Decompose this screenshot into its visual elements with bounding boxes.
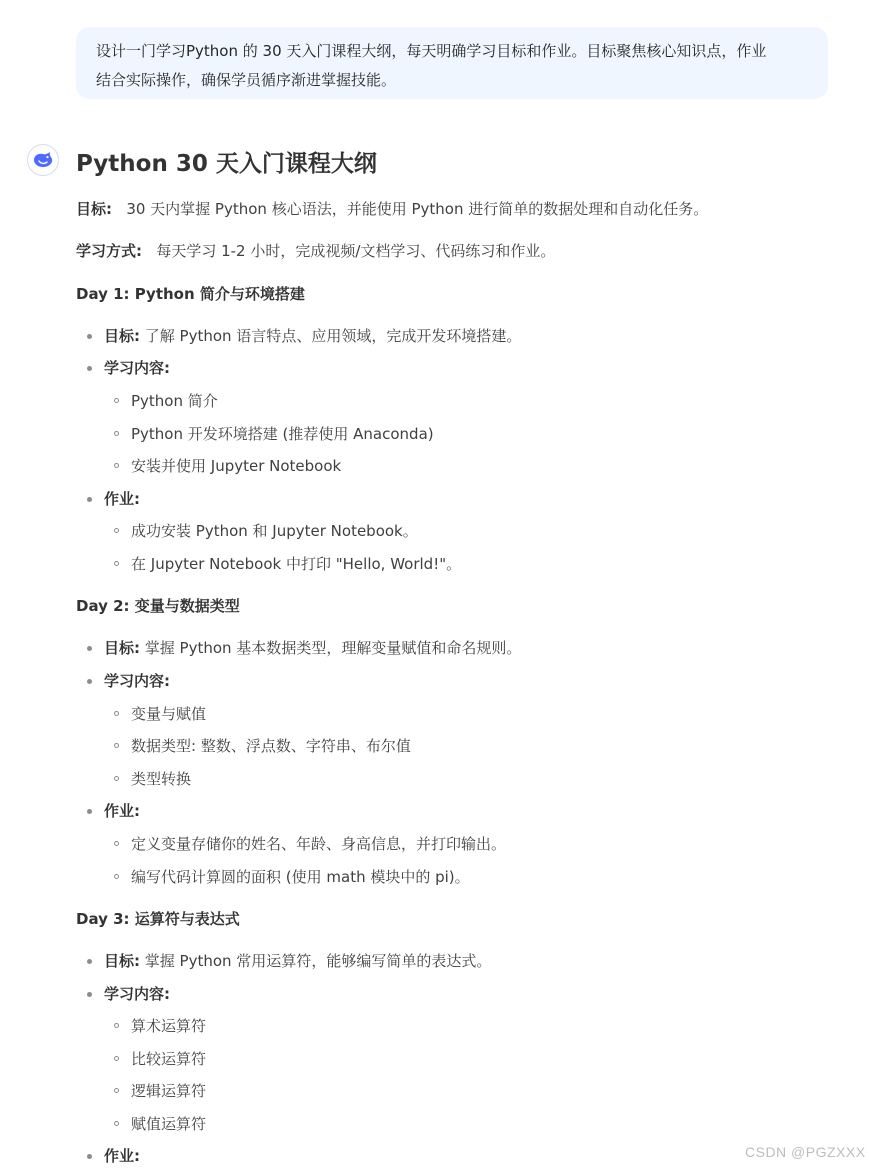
learning-method-label: 学习方式: xyxy=(76,242,142,260)
homework-item: 编写代码计算圆的面积 (使用 math 模块中的 pi)。 xyxy=(131,868,470,886)
content-item: 安装并使用 Jupyter Notebook xyxy=(131,457,342,475)
bullet xyxy=(87,679,92,684)
sub-list-item xyxy=(131,1113,206,1135)
sub-bullet xyxy=(114,561,119,566)
content-item: 变量与赋值 xyxy=(131,705,207,723)
course-goal xyxy=(76,198,708,220)
sub-bullet xyxy=(114,463,119,468)
content-item: 比较运算符 xyxy=(131,1050,207,1068)
bullet xyxy=(87,366,92,371)
content-item: Python 简介 xyxy=(131,392,218,410)
user-message-bubble xyxy=(76,27,828,99)
answer-title: Python 30 天入门课程大纲 xyxy=(76,151,377,177)
sub-list-item xyxy=(131,520,418,542)
sub-list-item xyxy=(131,423,434,445)
list-item xyxy=(104,983,170,1005)
bullet xyxy=(87,992,92,997)
csdn-watermark: CSDN @PGZXXX xyxy=(745,1144,866,1160)
content-item: 类型转换 xyxy=(131,770,192,788)
bullet xyxy=(87,646,92,651)
list-item xyxy=(104,670,170,692)
user-message-line-2: 结合实际操作，确保学员循序渐进掌握技能。 xyxy=(96,71,397,89)
sub-bullet xyxy=(114,398,119,403)
sub-list-item xyxy=(131,390,218,412)
sub-list-item xyxy=(131,1048,206,1070)
sub-bullet xyxy=(114,743,119,748)
goal-text: 掌握 Python 基本数据类型，理解变量赋值和命名规则。 xyxy=(144,639,522,657)
list-item xyxy=(104,488,140,510)
list-item xyxy=(104,325,521,347)
homework-label: 作业: xyxy=(104,1147,140,1165)
goal-label: 目标: xyxy=(104,952,140,970)
sub-bullet xyxy=(114,874,119,879)
content-label: 学习内容: xyxy=(104,985,170,1003)
content-label: 学习内容: xyxy=(104,359,170,377)
homework-item: 在 Jupyter Notebook 中打印 "Hello, World!"。 xyxy=(131,555,462,573)
goal-text: 掌握 Python 常用运算符，能够编写简单的表达式。 xyxy=(144,952,492,970)
sub-list-item xyxy=(131,768,191,790)
course-goal-text: 30 天内掌握 Python 核心语法，并能使用 Python 进行简单的数据处理和自动化任务。 xyxy=(126,200,709,218)
deepseek-whale-icon xyxy=(32,151,54,169)
sub-bullet xyxy=(114,1088,119,1093)
sub-bullet xyxy=(114,841,119,846)
goal-label: 目标: xyxy=(104,327,140,345)
homework-item: 成功安装 Python 和 Jupyter Notebook。 xyxy=(131,522,418,540)
list-item xyxy=(104,637,521,659)
user-message-line-1: 设计一门学习Python 的 30 天入门课程大纲，每天明确学习目标和作业。目标聚焦核心知识点，作业 xyxy=(96,42,767,60)
sub-list-item xyxy=(131,833,506,855)
list-item xyxy=(104,357,170,379)
bullet xyxy=(87,959,92,964)
goal-text: 了解 Python 语言特点、应用领域，完成开发环境搭建。 xyxy=(144,327,522,345)
learning-method xyxy=(76,240,555,262)
day-heading: Day 2: 变量与数据类型 xyxy=(76,597,240,615)
list-item xyxy=(104,1145,140,1167)
day-heading: Day 3: 运算符与表达式 xyxy=(76,910,240,928)
sub-list-item xyxy=(131,735,411,757)
content-label: 学习内容: xyxy=(104,672,170,690)
bullet xyxy=(87,1154,92,1159)
goal-label: 目标: xyxy=(104,639,140,657)
sub-bullet xyxy=(114,1056,119,1061)
homework-label: 作业: xyxy=(104,802,140,820)
content-item: 数据类型: 整数、浮点数、字符串、布尔值 xyxy=(131,737,411,755)
sub-bullet xyxy=(114,1023,119,1028)
content-item: Python 开发环境搭建 (推荐使用 Anaconda) xyxy=(131,425,434,443)
homework-item: 定义变量存储你的姓名、年龄、身高信息，并打印输出。 xyxy=(131,835,507,853)
course-goal-label: 目标: xyxy=(76,200,112,218)
sub-list-item xyxy=(131,703,206,725)
sub-bullet xyxy=(114,1121,119,1126)
sub-list-item xyxy=(131,553,461,575)
learning-method-text: 每天学习 1-2 小时，完成视频/文档学习、代码练习和作业。 xyxy=(156,242,556,260)
list-item xyxy=(104,950,491,972)
content-item: 算术运算符 xyxy=(131,1017,207,1035)
list-item xyxy=(104,800,140,822)
homework-label: 作业: xyxy=(104,490,140,508)
sub-bullet xyxy=(114,431,119,436)
sub-bullet xyxy=(114,528,119,533)
assistant-avatar xyxy=(27,144,59,176)
bullet xyxy=(87,809,92,814)
sub-list-item xyxy=(131,866,470,888)
sub-list-item xyxy=(131,1080,206,1102)
content-item: 赋值运算符 xyxy=(131,1115,207,1133)
content-item: 逻辑运算符 xyxy=(131,1082,207,1100)
sub-bullet xyxy=(114,711,119,716)
sub-bullet xyxy=(114,776,119,781)
day-heading: Day 1: Python 简介与环境搭建 xyxy=(76,285,305,303)
sub-list-item xyxy=(131,1015,206,1037)
sub-list-item xyxy=(131,455,341,477)
bullet xyxy=(87,497,92,502)
bullet xyxy=(87,334,92,339)
